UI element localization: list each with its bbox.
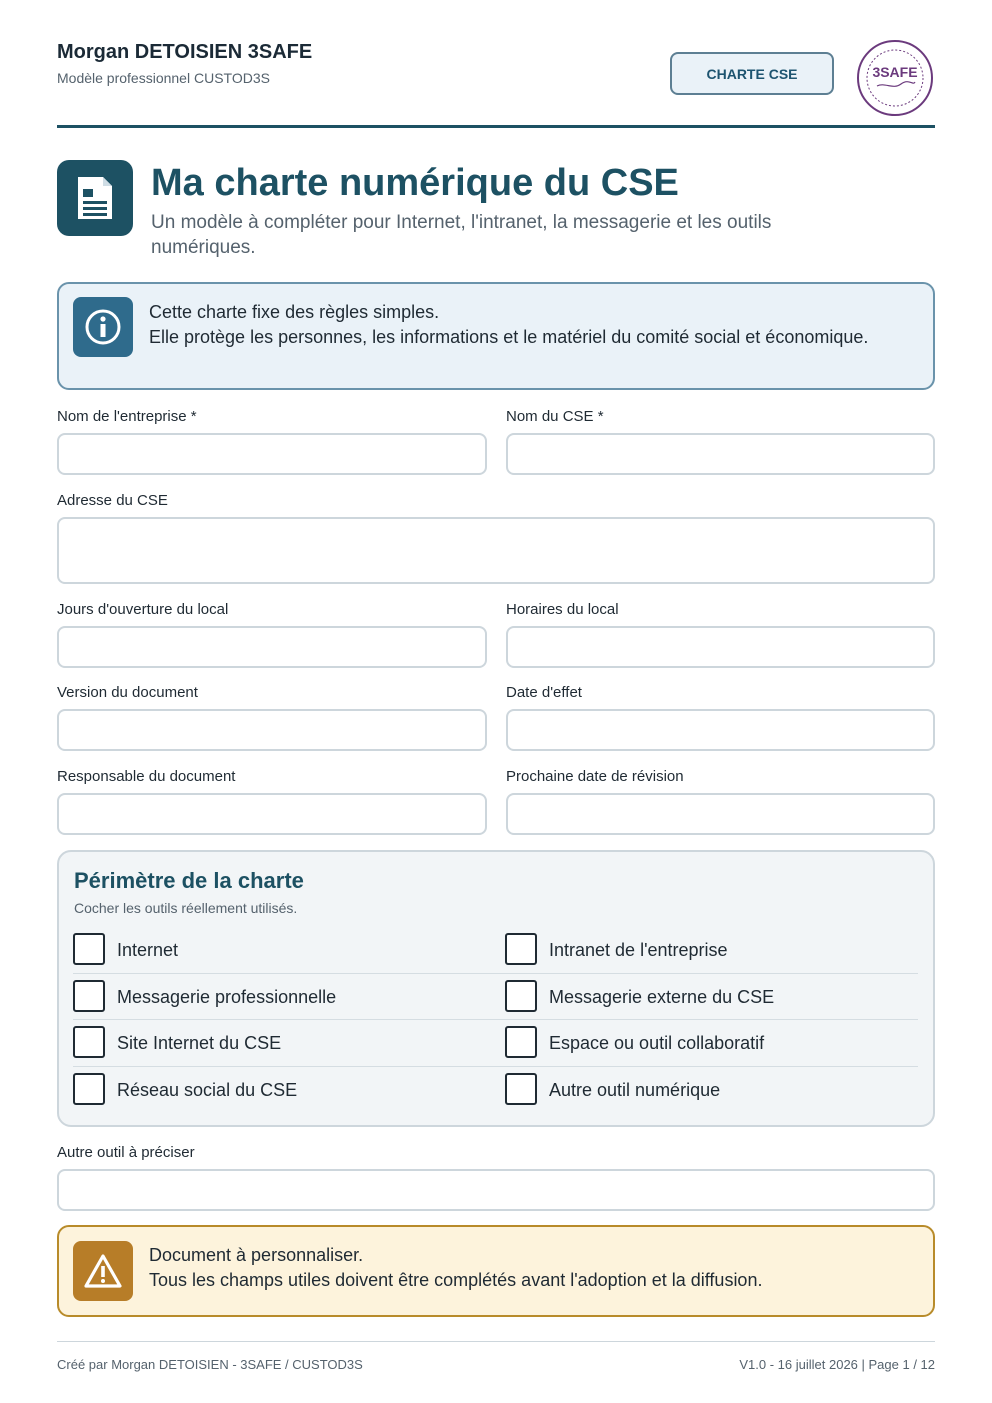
warning-icon xyxy=(73,1241,133,1301)
doc-version-input[interactable] xyxy=(57,709,487,751)
info-icon xyxy=(73,297,133,357)
charte-cse-button[interactable]: CHARTE CSE xyxy=(670,52,834,95)
checkbox-label: Messagerie professionnelle xyxy=(117,987,337,1007)
checkbox-label: Autre outil numérique xyxy=(549,1080,721,1100)
company-name-label: Nom de l'entreprise * xyxy=(57,408,197,425)
doc-version-label: Version du document xyxy=(57,684,198,701)
page-subtitle: Un modèle à compléter pour Internet, l'intranet, la messagerie et les outils numériques. xyxy=(151,212,772,258)
checkbox-pro-email[interactable] xyxy=(73,980,105,1012)
seal-logo xyxy=(855,38,935,118)
doc-owner-input[interactable] xyxy=(57,793,487,835)
model-label: Modèle professionnel CUSTOD3S xyxy=(57,70,270,86)
next-review-input[interactable] xyxy=(506,793,935,835)
footer-divider xyxy=(57,1341,935,1342)
cse-address-label: Adresse du CSE xyxy=(57,492,168,509)
opening-hours-input[interactable] xyxy=(506,626,935,668)
checkbox-label: Réseau social du CSE xyxy=(117,1080,298,1100)
checkbox-label: Internet xyxy=(117,940,179,960)
effective-date-input[interactable] xyxy=(506,709,935,751)
warning-text xyxy=(149,1243,909,1293)
checkbox-label: Messagerie externe du CSE xyxy=(549,987,775,1007)
scope-title: Périmètre de la charte xyxy=(74,868,304,893)
company-name-input[interactable] xyxy=(57,433,487,475)
checkbox-external-email[interactable] xyxy=(505,980,537,1012)
warning-line-1: Document à personnaliser. xyxy=(149,1245,364,1265)
effective-date-label: Date d'effet xyxy=(506,684,582,701)
info-text xyxy=(149,300,889,350)
row-divider xyxy=(73,1066,918,1067)
footer-credit: Créé par Morgan DETOISIEN - 3SAFE / CUSTOD3S xyxy=(57,1357,363,1372)
checkbox-label: Site Internet du CSE xyxy=(117,1033,282,1053)
cse-name-label: Nom du CSE * xyxy=(506,408,604,425)
page-title: Ma charte numérique du CSE xyxy=(151,162,679,204)
cse-address-input[interactable] xyxy=(57,517,935,584)
checkbox-label: Espace ou outil collaboratif xyxy=(549,1033,765,1053)
cse-name-input[interactable] xyxy=(506,433,935,475)
other-tool-input[interactable] xyxy=(57,1169,935,1211)
row-divider xyxy=(73,1019,918,1020)
checkbox-social-network[interactable] xyxy=(73,1073,105,1105)
opening-hours-label: Horaires du local xyxy=(506,601,619,618)
checkbox-label: Intranet de l'entreprise xyxy=(549,940,728,960)
checkbox-collab-tool[interactable] xyxy=(505,1026,537,1058)
scope-hint: Cocher les outils réellement utilisés. xyxy=(74,900,298,916)
header-divider xyxy=(57,125,935,128)
info-line-2: Elle protège les personnes, les informations et le matériel du comité social et économique. xyxy=(149,327,869,347)
opening-days-label: Jours d'ouverture du local xyxy=(57,601,229,618)
checkbox-other-tool[interactable] xyxy=(505,1073,537,1105)
other-tool-label: Autre outil à préciser xyxy=(57,1144,195,1161)
footer-version-page: V1.0 - 16 juillet 2026 | Page 1 / 12 xyxy=(739,1357,935,1372)
checkbox-cse-website[interactable] xyxy=(73,1026,105,1058)
opening-days-input[interactable] xyxy=(57,626,487,668)
document-icon xyxy=(57,160,133,236)
author-name: Morgan DETOISIEN 3SAFE xyxy=(57,41,313,63)
info-line-1: Cette charte fixe des règles simples. xyxy=(149,302,440,322)
warning-line-2: Tous les champs utiles doivent être complétés avant l'adoption et la diffusion. xyxy=(149,1270,763,1290)
checkbox-internet[interactable] xyxy=(73,933,105,965)
seal-text: 3SAFE xyxy=(872,64,918,80)
checkbox-intranet[interactable] xyxy=(505,933,537,965)
doc-owner-label: Responsable du document xyxy=(57,768,236,785)
next-review-label: Prochaine date de révision xyxy=(506,768,684,785)
row-divider xyxy=(73,973,918,974)
